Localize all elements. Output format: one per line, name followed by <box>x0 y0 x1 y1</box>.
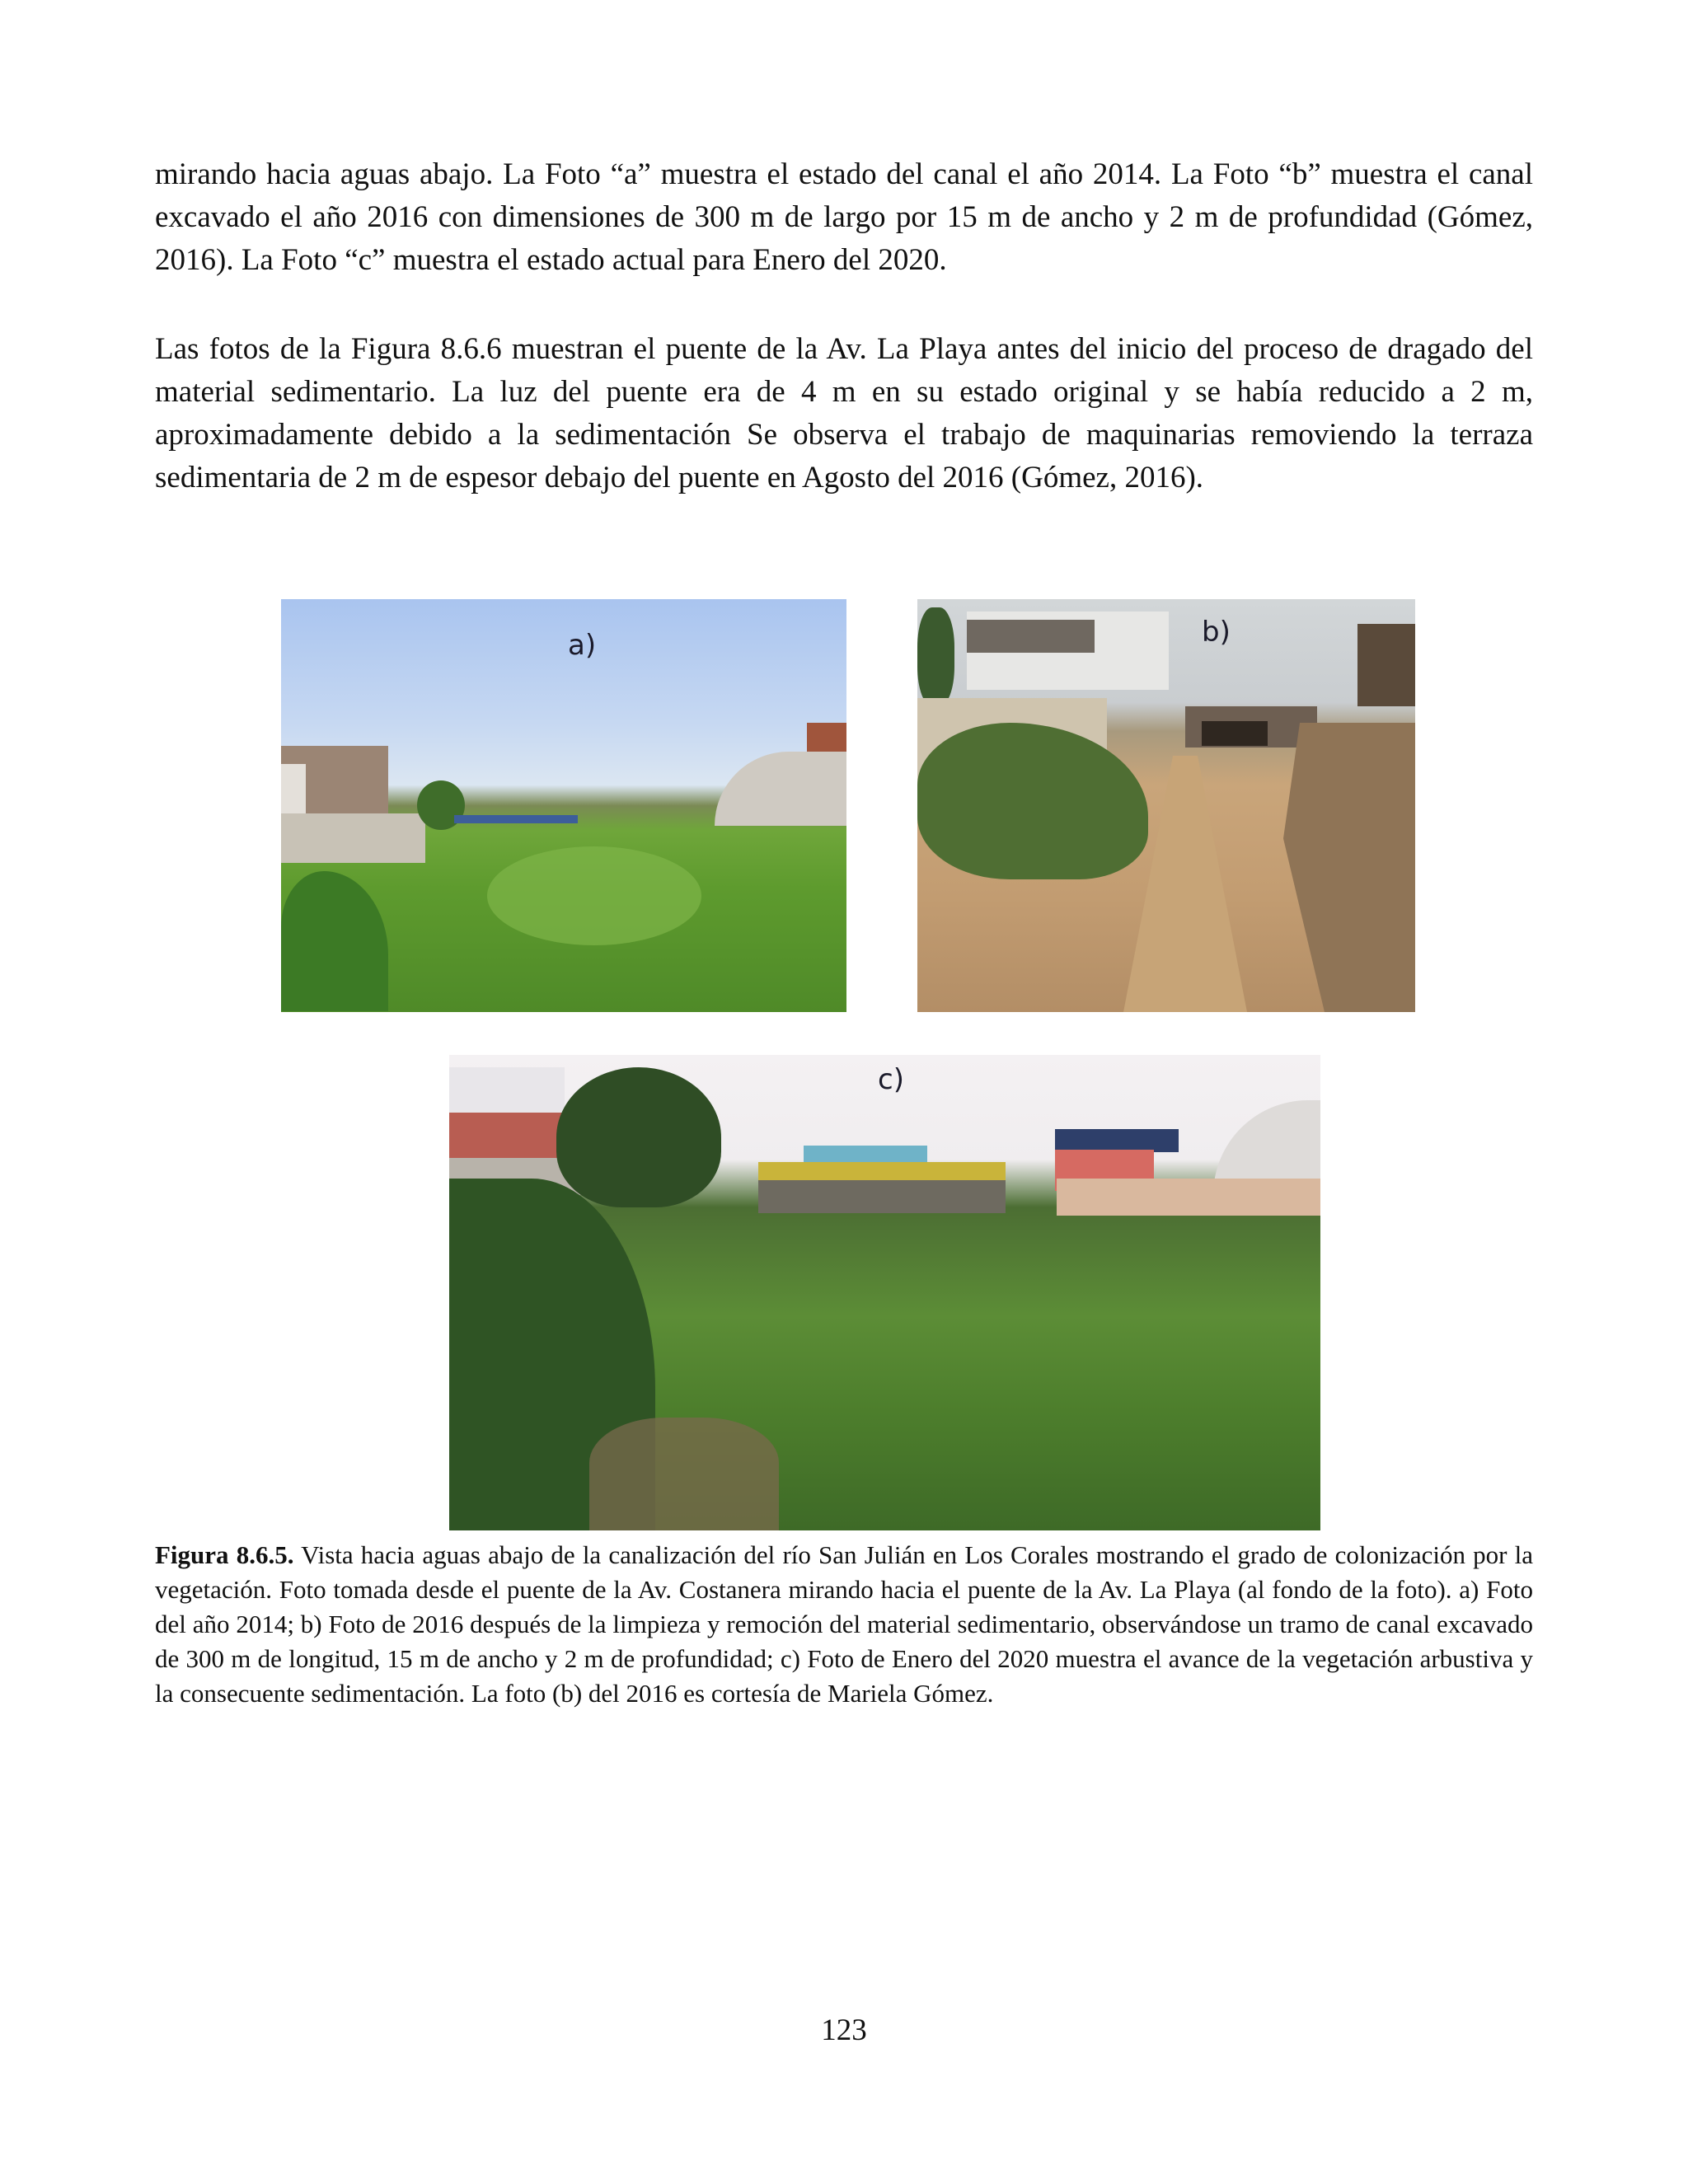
photo-label: a) <box>568 629 597 662</box>
photo-c-2020-canal-vegetation <box>449 1055 1320 1530</box>
figure-label: Figura 8.6.5. <box>155 1540 294 1569</box>
photo-a-2014-canal-vegetation <box>281 599 846 1012</box>
figure-caption <box>155 1538 1533 1711</box>
body-paragraph: Las fotos de la Figura 8.6.6 muestran el puente de la Av. La Playa antes del inicio del proceso de dragado del material sedimentario. La luz del puente era de 4 m en su estado original y se había reducido a 2 m, aproximadamente debido a la sedimentación Se observa el trabajo de maquinarias removiendo la terraza sedimentaria de 2 m de espesor debajo del puente en Agosto del 2016 (Gómez, 2016). <box>155 332 1533 494</box>
body-paragraph: mirando hacia aguas abajo. La Foto “a” muestra el estado del canal el año 2014. La Foto “b” muestra el canal excavado el año 2016 con dimensiones de 300 m de largo por 15 m de ancho y 2 m de profundidad (Gómez, 2016). La Foto “c” muestra el estado actual para Enero del 2020. <box>155 157 1533 277</box>
page-number: 123 <box>821 2013 867 2047</box>
photo-label: b) <box>1202 616 1231 649</box>
photo-label: c) <box>878 1063 904 1096</box>
photo-b-2016-excavated-canal <box>917 599 1415 1012</box>
caption-text: Vista hacia aguas abajo de la canalización del río San Julián en Los Corales mostrando el grado de colonización por la vegetación. Foto tomada desde el puente de la Av. Costanera mirando hacia el puente de la Av. La Playa (al fondo de la foto). a) Foto del año 2014; b) Foto de 2016 después de la limpieza y remoción del material sedimentario, observándose un tramo de canal excavado de 300 m de longitud, 15 m de ancho y 2 m de profundidad; c) Foto de Enero del 2020 muestra el avance de la vegetación arbustiva y la consecuente sedimentación. La foto (b) del 2016 es cortesía de Mariela Gómez. <box>155 1540 1533 1708</box>
